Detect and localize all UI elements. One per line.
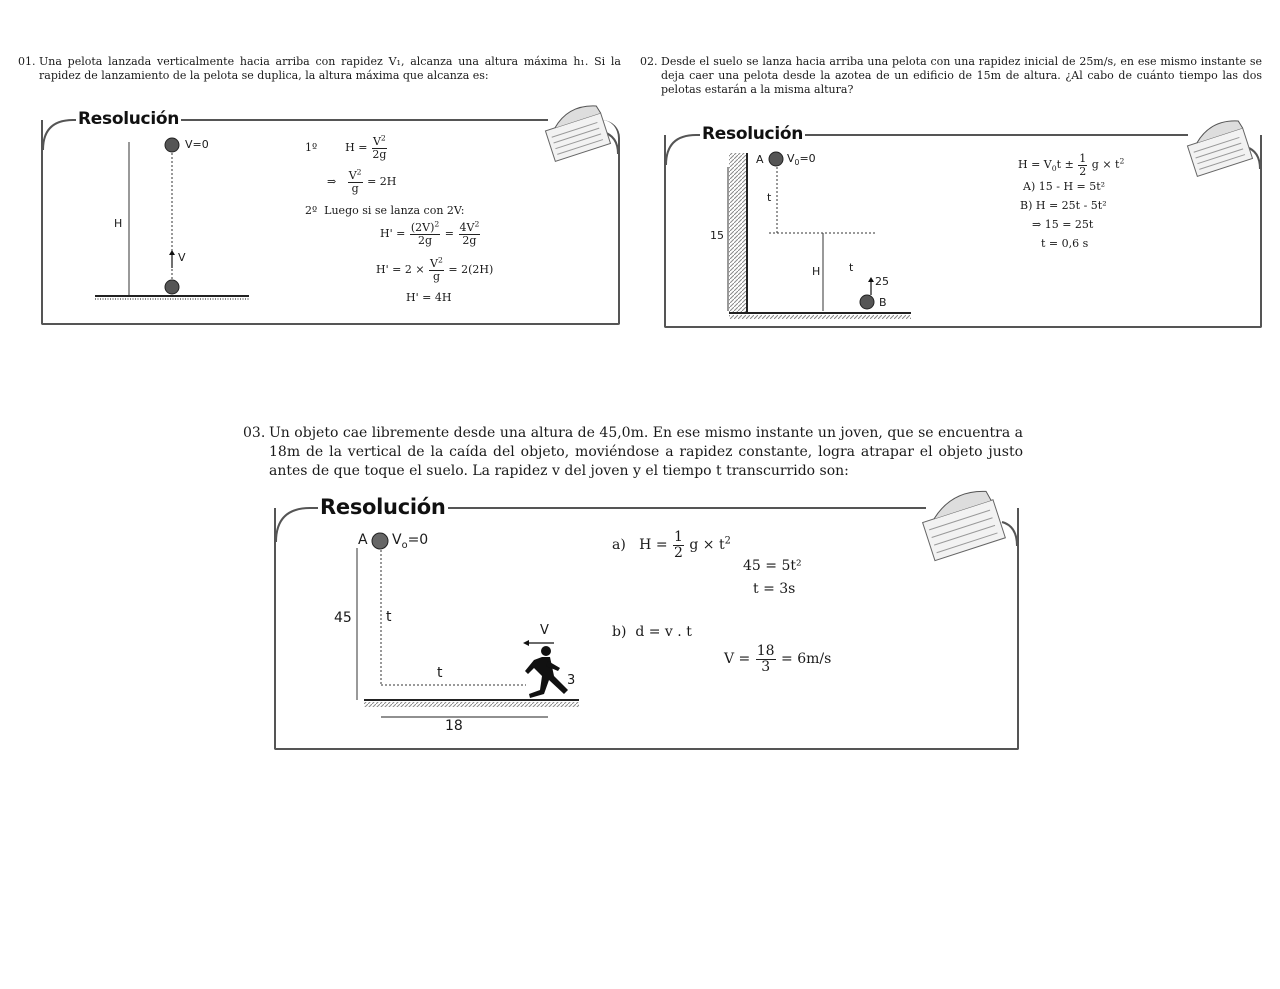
height-label: H — [114, 217, 123, 230]
step-1-formula: 1º H = $\frac{V^2}{2g}$ — [305, 133, 387, 161]
distance-label: 18 — [445, 718, 463, 734]
object-velocity-label: $V_o=0$ — [392, 532, 429, 551]
resolution-label-03: Resolución — [320, 495, 446, 519]
velocity-label: V — [178, 251, 186, 264]
final-result: t = 0,6 s — [1041, 237, 1089, 250]
building-height-label: 15 — [710, 229, 724, 242]
problem-01-statement — [18, 55, 621, 83]
part-a-equation: 45 = 5t² — [743, 558, 802, 574]
resolution-label-01: Resolución — [78, 109, 180, 129]
point-a-label: A — [756, 153, 764, 166]
problem-number: 03. — [243, 425, 266, 441]
resolution-label-02: Resolución — [702, 124, 804, 144]
paper-stack-icon — [538, 103, 618, 165]
equation-sum: ⇒ 15 = 25t — [1032, 218, 1094, 231]
meeting-height-label: H — [812, 265, 821, 278]
problem-number: 01. — [18, 55, 36, 68]
step-2-substitution: H' = 2 × $\frac{V^2}{g}$ = 2(2H) — [376, 255, 494, 283]
step-2-formula: H' = $\frac{(2V)^2}{2g}$ = $\frac{4V^2}{2g}$ — [380, 219, 480, 247]
ball-velocity-zero-label: V=0 — [185, 138, 209, 151]
part-a-formula: a) H = $\frac{1}{2}$ $g \times t^2$ — [612, 529, 731, 561]
step-2-intro: 2º Luego si se lanza con 2V: — [305, 204, 465, 217]
part-b-result: V = $\frac{18}{3}$ = 6m/s — [724, 643, 832, 675]
runner-velocity-label: V — [540, 623, 549, 638]
time-label-bottom: t — [849, 261, 854, 274]
time-label-horizontal: t — [437, 665, 443, 681]
initial-speed-label: 25 — [875, 275, 889, 288]
resolution-box-01 — [41, 120, 620, 325]
part-b-formula: b) d = v . t — [612, 624, 692, 640]
general-formula: $H = V_0t$ ± $\frac{1}{2}$ $g \times t^2$ — [1018, 152, 1125, 178]
problem-text: Una pelota lanzada verticalmente hacia arriba con rapidez V₁, alcanza una altura máxima h₁. Si la rapidez de lanzamiento de la pelota se duplica, la altura máxima que alcanza es: — [39, 55, 621, 82]
resolution-box-03 — [274, 508, 1019, 750]
problem-number: 02. — [640, 55, 658, 68]
point-b-label: B — [879, 296, 887, 309]
point-a-label: A — [358, 532, 368, 548]
running-person-icon — [525, 646, 568, 698]
final-result: H' = 4H — [406, 291, 452, 304]
problem-text: Un objeto cae libremente desde una altura de 45,0m. En ese mismo instante un joven, que se encuentra a 18m de la vertical de la caída del objeto, moviéndose a rapidez constante, logra atrapar el objeto justo antes de que toque el suelo. La rapidez v del joven y el tiempo t transcurrido son: — [269, 425, 1023, 479]
paper-stack-icon — [1180, 118, 1260, 180]
equation-b: B) H = 25t - 5t² — [1020, 199, 1107, 212]
problem-text: Desde el suelo se lanza hacia arriba una pelota con una rapidez inicial de 25m/s, en ese mismo instante se deja caer una pelota desde la azotea de un edificio de 15m de altura. ¿Al cabo de cuánto tiempo las dos pelotas estarán a la misma altura? — [661, 55, 1262, 96]
paper-stack-icon — [914, 488, 1014, 566]
problem-03-statement — [243, 424, 1023, 481]
resolution-box-02 — [664, 135, 1262, 328]
ball-a-velocity-label: $V_0=0$ — [787, 152, 816, 168]
problem-02-statement — [640, 55, 1262, 97]
runner-number-label: 3 — [567, 673, 576, 688]
equation-a: A) 15 - H = 5t² — [1023, 180, 1106, 193]
step-1-result: ⇒ $\frac{V^2}{g}$ = 2H — [327, 167, 397, 195]
time-label-vertical: t — [386, 609, 392, 625]
time-label-top: t — [767, 191, 772, 204]
height-label: 45 — [334, 610, 352, 626]
part-a-result: t = 3s — [753, 581, 796, 597]
